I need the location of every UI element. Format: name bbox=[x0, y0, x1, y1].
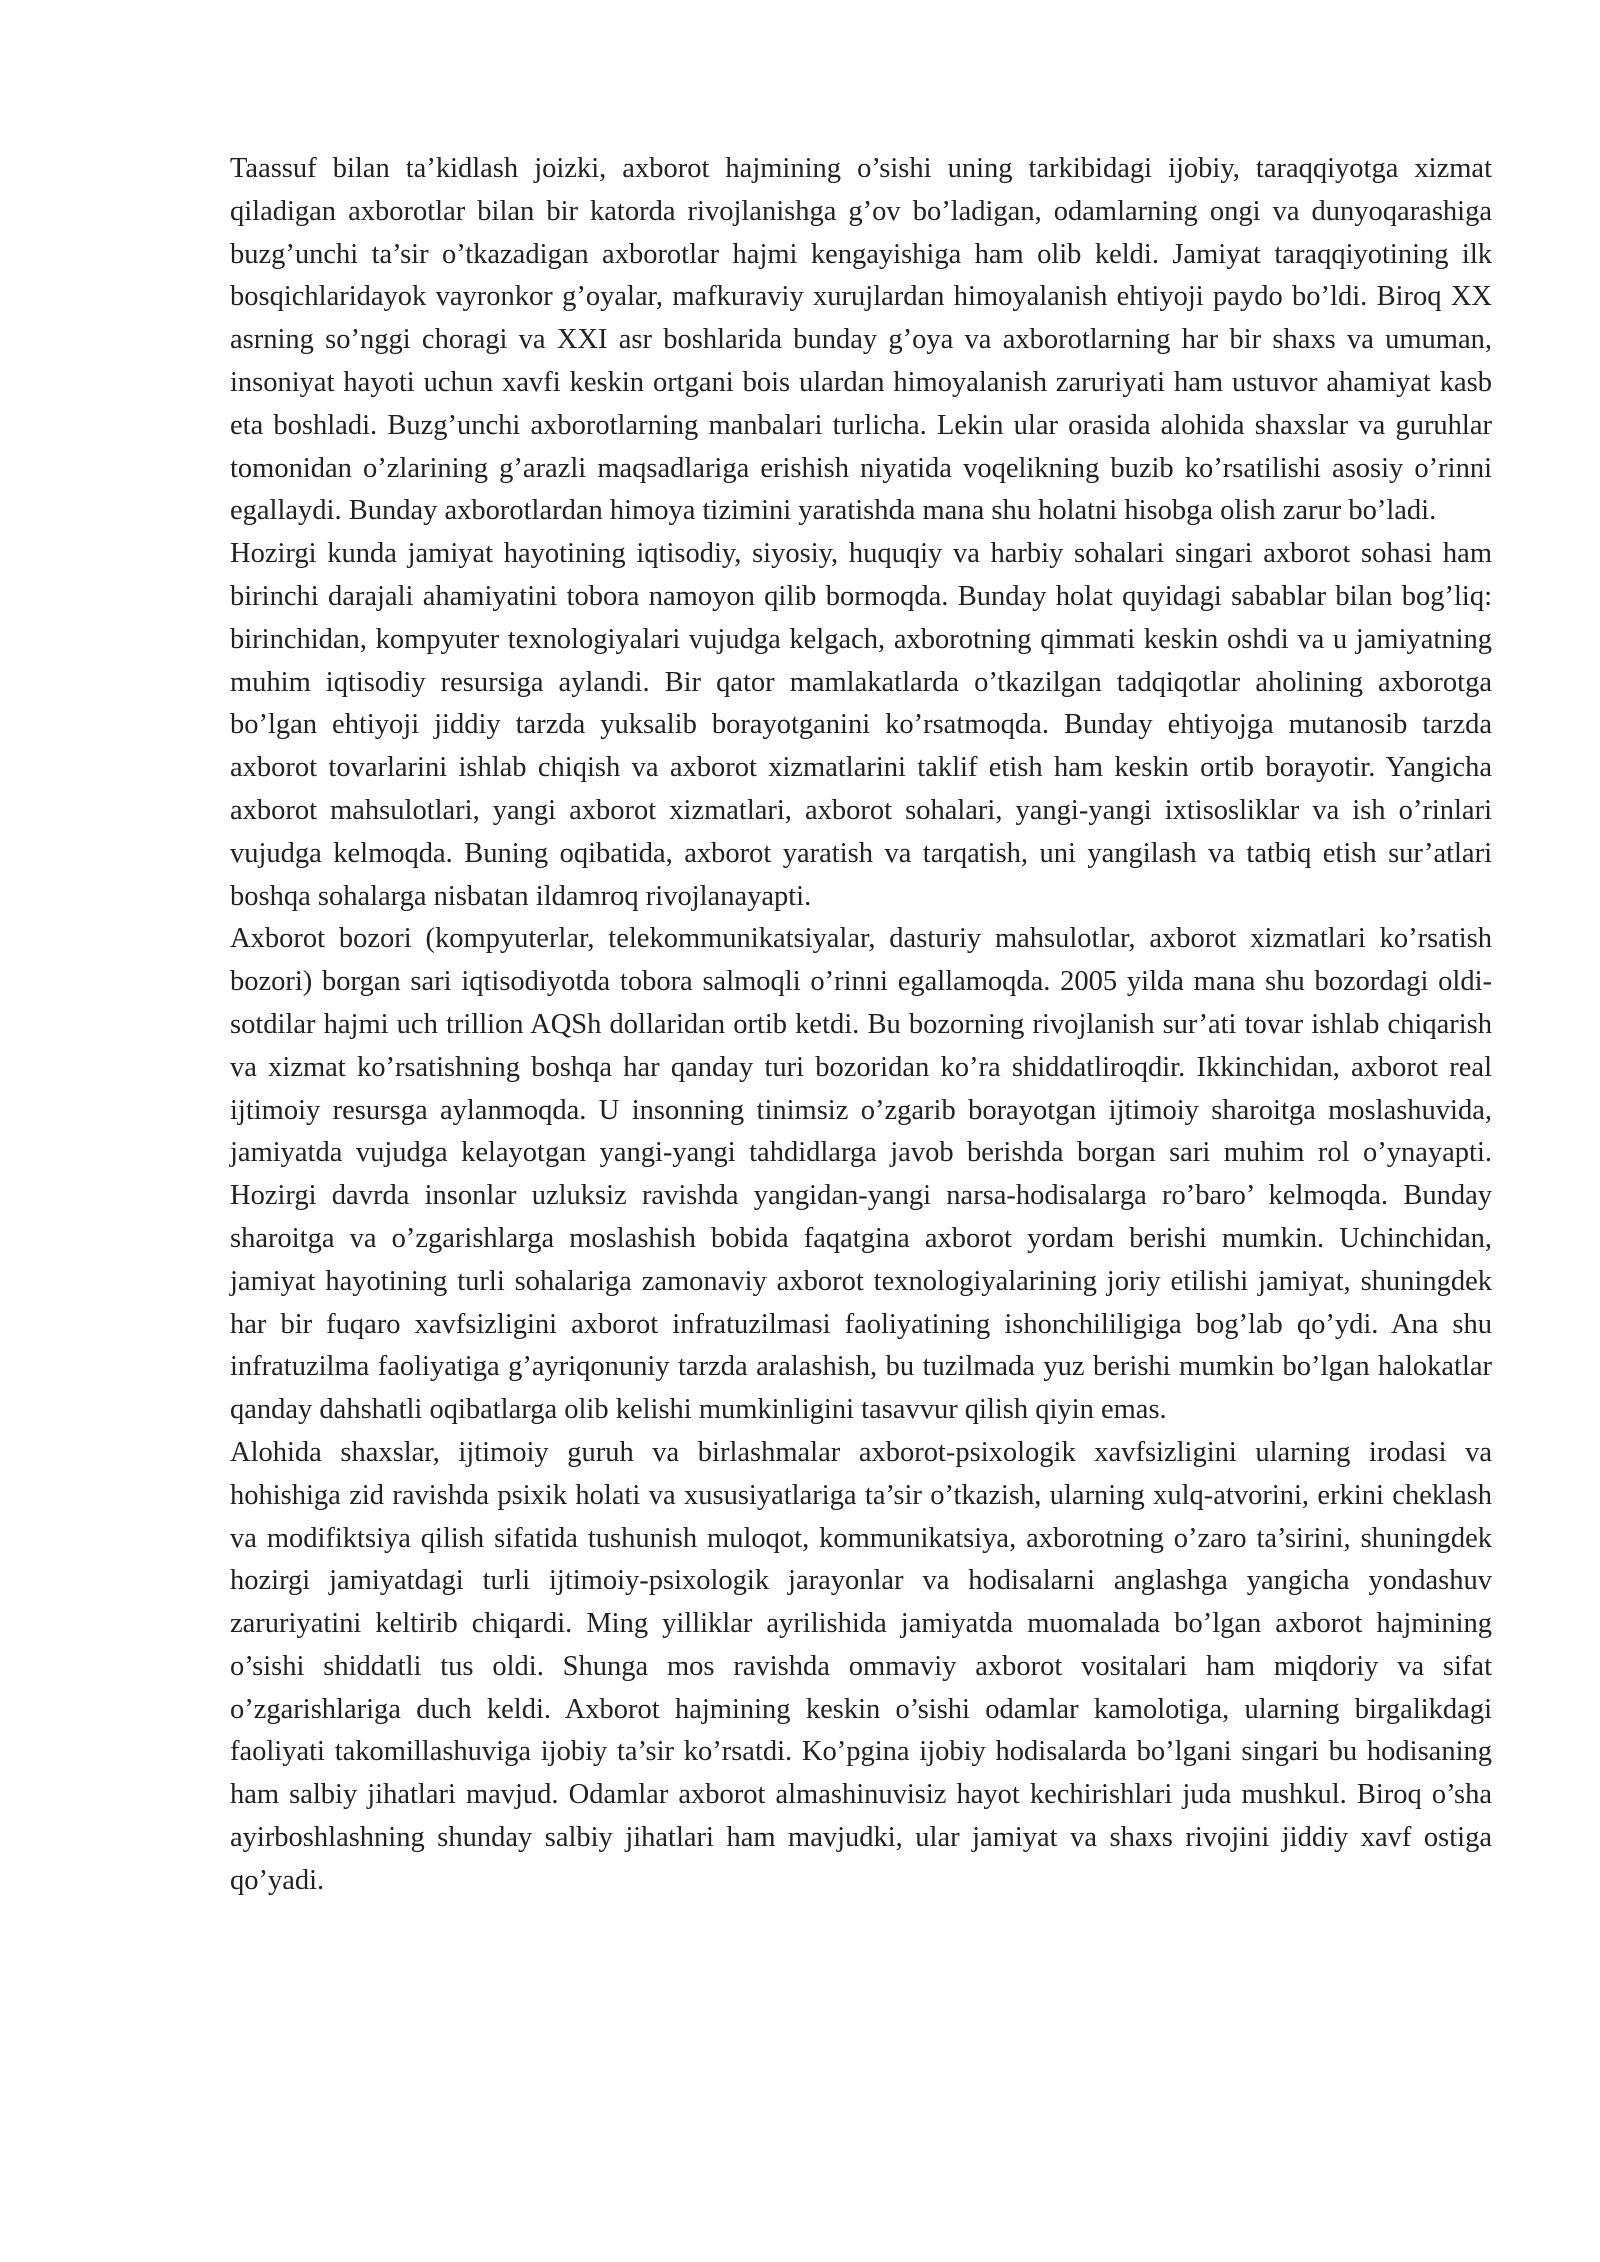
paragraph-2: Hozirgi kunda jamiyat hayotining iqtisodiy, siyosiy, huquqiy va harbiy sohalari singari axborot sohasi ham birinchi darajali ahamiyatini tobora namoyon qilib bormoqda. Bunday holat quyidagi sabablar bilan bog’liq: birinchidan, kompyuter texnologiyalari vujudga kelgach, axborotning qimmati keskin oshdi va u jamiyatning muhim iqtisodiy resursiga aylandi. Bir qator mamlakatlarda o’tkazilgan tadqiqotlar aholining axborotga bo’lgan ehtiyoji jiddiy tarzda yuksalib borayotganini ko’rsatmoqda. Bunday ehtiyojga mutanosib tarzda axborot tovarlarini ishlab chiqish va axborot xizmatlarini taklif etish ham keskin ortib borayotir. Yangicha axborot mahsulotlari, yangi axborot xizmatlari, axborot sohalari, yangi-yangi ixtisosliklar va ish o’rinlari vujudga kelmoqda. Buning oqibatida, axborot yaratish va tarqatish, uni yangilash va tatbiq etish sur’atlari boshqa sohalarga nisbatan ildamroq rivojlanayapti. bbox=[230, 538, 1492, 912]
paragraph-4: Alohida shaxslar, ijtimoiy guruh va birlashmalar axborot-psixologik xavfsizligini ularning irodasi va hohishiga zid ravishda psixik holati va xususiyatlariga ta’sir o’tkazish, ularning xulq-atvorini, erkini cheklash va modifiktsiya qilish sifatida tushunish muloqot, kommunikatsiya, axborotning o’zaro ta’sirini, shuningdek hozirgi jamiyatdagi turli ijtimoiy-psixologik jarayonlar va hodisalarni anglashga yangicha yondashuv zaruriyatini keltirib chiqardi. Ming yilliklar ayrilishida jamiyatda muomalada bo’lgan axborot hajmining o’sishi shiddatli tus oldi. Shunga mos ravishda ommaviy axborot vositalari ham miqdoriy va sifat o’zgarishlariga duch keldi. Axborot hajmining keskin o’sishi odamlar kamolotiga, ularning birgalikdagi faoliyati takomillashuviga ijobiy ta’sir ko’rsatdi. Ko’pgina ijobiy hodisalarda bo’lgani singari bu hodisaning ham salbiy jihatlari mavjud. Odamlar axborot almashinuvisiz hayot kechirishlari juda mushkul. Biroq o’sha ayirboshlashning shunday salbiy jihatlari ham mavjudki, ular jamiyat va shaxs rivojini jiddiy xavf ostiga qo’yadi. bbox=[230, 1436, 1492, 1896]
paragraph-3: Axborot bozori (kompyuterlar, telekommunikatsiyalar, dasturiy mahsulotlar, axborot xizmatlari ko’rsatish bozori) borgan sari iqtisodiyotda tobora salmoqli o’rinni egallamoqda. 2005 yilda mana shu bozordagi oldi-sotdilar hajmi uch trillion AQSh dollaridan ortib ketdi. Bu bozorning rivojlanish sur’ati tovar ishlab chiqarish va xizmat ko’rsatishning boshqa har qanday turi bozoridan ko’ra shiddatliroqdir. Ikkinchidan, axborot real ijtimoiy resursga aylanmoqda. U insonning tinimsiz o’zgarib borayotgan ijtimoiy sharoitga moslashuvida, jamiyatda vujudga kelayotgan yangi-yangi tahdidlarga javob berishda borgan sari muhim rol o’ynayapti. Hozirgi davrda insonlar uzluksiz ravishda yangidan-yangi narsa-hodisalarga ro’baro’ kelmoqda. Bunday sharoitga va o’zgarishlarga moslashish bobida faqatgina axborot yordam berishi mumkin. Uchinchidan, jamiyat hayotining turli sohalariga zamonaviy axborot texnologiyalarining joriy etilishi jamiyat, shuningdek har bir fuqaro xavfsizligini axborot infratuzilmasi faoliyatining ishonchililigiga bog’lab qo’ydi. Ana shu infratuzilma faoliyatiga g’ayriqonuniy tarzda aralashish, bu tuzilmada yuz berishi mumkin bo’lgan halokatlar qanday dahshatli oqibatlarga olib kelishi mumkinligini tasavvur qilish qiyin emas. bbox=[230, 923, 1492, 1426]
document-page bbox=[230, 148, 1492, 1903]
paragraph-1: Taassuf bilan ta’kidlash joizki, axborot hajmining o’sishi uning tarkibidagi ijobiy, taraqqiyotga xizmat qiladigan axborotlar bilan bir katorda rivojlanishga g’ov bo’ladigan, odamlarning ongi va dunyoqarashiga buzg’unchi ta’sir o’tkazadigan axborotlar hajmi kengayishiga ham olib keldi. Jamiyat taraqqiyotining ilk bosqichlaridayok vayronkor g’oyalar, mafkuraviy xurujlardan himoyalanish ehtiyoji paydo bo’ldi. Biroq XX asrning so’nggi choragi va XXI asr boshlarida bunday g’oya va axborotlarning har bir shaxs va umuman, insoniyat hayoti uchun xavfi keskin ortgani bois ulardan himoyalanish zaruriyati ham ustuvor ahamiyat kasb eta boshladi. Buzg’unchi axborotlarning manbalari turlicha. Lekin ular orasida alohida shaxslar va guruhlar tomonidan o’zlarining g’arazli maqsadlariga erishish niyatida voqelikning buzib ko’rsatilishi asosiy o’rinni egallaydi. Bunday axborotlardan himoya tizimini yaratishda mana shu holatni hisobga olish zarur bo’ladi. bbox=[230, 153, 1492, 527]
